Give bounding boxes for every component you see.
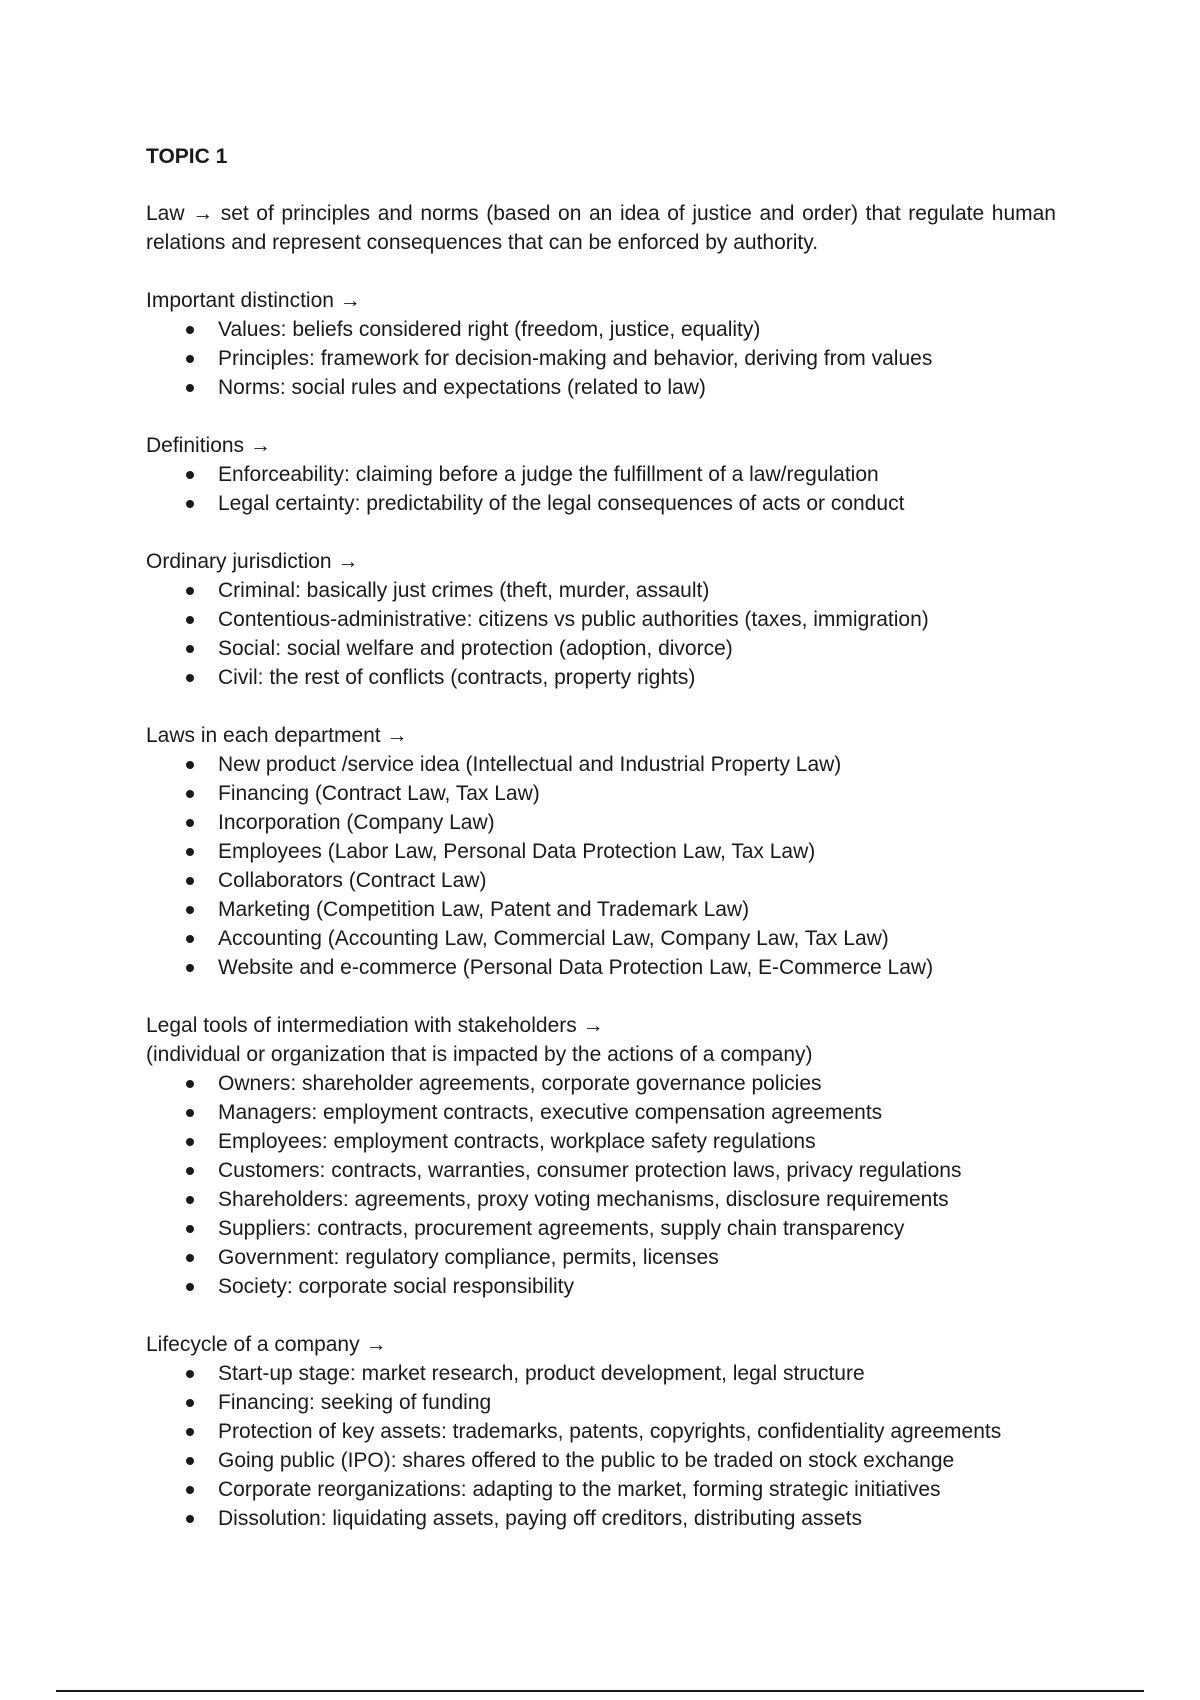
list-item [146,373,1056,402]
list-item [146,808,1056,837]
list-item-text: Collaborators (Contract Law) [218,869,487,892]
list-item-text: New product /service idea (Intellectual and Industrial Property Law) [218,753,842,776]
bullet-icon [186,384,194,392]
section-heading: Lifecycle of a company → [146,1333,387,1356]
list-item [146,344,1056,373]
bullet-list [146,460,1056,518]
section-definitions [146,431,1056,518]
list-item-text: Legal certainty: predictability of the legal consequences of acts or conduct [218,492,905,515]
list-item-text: Financing: seeking of funding [218,1391,492,1414]
bullet-icon [186,674,194,682]
list-item-text: Government: regulatory compliance, permits, licenses [218,1246,719,1269]
bullet-list [146,315,1056,402]
list-item [146,1417,1056,1446]
document-title: TOPIC 1 [146,145,228,168]
bullet-icon [186,1486,194,1494]
bullet-icon [186,1283,194,1291]
list-item-text: Norms: social rules and expectations (related to law) [218,376,706,399]
list-item-text: Shareholders: agreements, proxy voting mechanisms, disclosure requirements [218,1188,949,1211]
list-item [146,489,1056,518]
list-item-text: Financing (Contract Law, Tax Law) [218,782,540,805]
intro-paragraph: Law → set of principles and norms (based on an idea of justice and order) that regulate human relations and represent consequences that can be enforced by authority. [146,202,1056,254]
bullet-icon [186,935,194,943]
list-item [146,1388,1056,1417]
section-lifecycle [146,1330,1056,1533]
bullet-icon [186,1399,194,1407]
section-important-distinction [146,286,1056,402]
section-heading: Ordinary jurisdiction → [146,550,359,573]
list-item [146,1127,1056,1156]
bullet-list [146,576,1056,692]
list-item [146,1098,1056,1127]
list-item [146,605,1056,634]
list-item [146,866,1056,895]
bullet-icon [186,1515,194,1523]
list-item-text: Customers: contracts, warranties, consumer protection laws, privacy regulations [218,1159,962,1182]
list-item-text: Accounting (Accounting Law, Commercial Law, Company Law, Tax Law) [218,927,889,950]
list-item [146,1475,1056,1504]
bullet-icon [186,1370,194,1378]
list-item-text: Incorporation (Company Law) [218,811,495,834]
section-heading: Laws in each department → [146,724,408,747]
list-item [146,953,1056,982]
bullet-icon [186,471,194,479]
list-item [146,1243,1056,1272]
list-item [146,924,1056,953]
bullet-icon [186,500,194,508]
section-subheading: (individual or organization that is impacted by the actions of a company) [146,1043,813,1066]
bullet-list [146,1069,1056,1301]
bullet-icon [186,1080,194,1088]
list-item-text: Going public (IPO): shares offered to the public to be traded on stock exchange [218,1449,955,1472]
list-item [146,1359,1056,1388]
bullet-icon [186,906,194,914]
bullet-list [146,750,1056,982]
list-item [146,460,1056,489]
list-item-text: Civil: the rest of conflicts (contracts, property rights) [218,666,696,689]
section-heading: Definitions → [146,434,271,457]
bullet-list [146,1359,1056,1533]
list-item-text: Start-up stage: market research, product development, legal structure [218,1362,865,1385]
page-bottom-divider [56,1690,1144,1692]
list-item-text: Social: social welfare and protection (adoption, divorce) [218,637,733,660]
list-item [146,837,1056,866]
bullet-icon [186,587,194,595]
list-item-text: Marketing (Competition Law, Patent and Trademark Law) [218,898,750,921]
list-item [146,315,1056,344]
list-item-text: Contentious-administrative: citizens vs public authorities (taxes, immigration) [218,608,929,631]
list-item [146,1504,1056,1533]
section-laws-in-each-department [146,721,1056,982]
bullet-icon [186,645,194,653]
list-item-text: Website and e-commerce (Personal Data Protection Law, E-Commerce Law) [218,956,934,979]
list-item [146,1214,1056,1243]
section-heading: Legal tools of intermediation with stakeholders → [146,1014,604,1037]
bullet-icon [186,877,194,885]
list-item-text: Managers: employment contracts, executive compensation agreements [218,1101,883,1124]
section-ordinary-jurisdiction [146,547,1056,692]
list-item [146,1185,1056,1214]
bullet-icon [186,1428,194,1436]
bullet-icon [186,848,194,856]
list-item [146,1446,1056,1475]
bullet-icon [186,1196,194,1204]
list-item-text: Principles: framework for decision-making and behavior, deriving from values [218,347,933,370]
document-page [146,142,1056,1562]
list-item-text: Society: corporate social responsibility [218,1275,574,1298]
list-item-text: Corporate reorganizations: adapting to the market, forming strategic initiatives [218,1478,941,1501]
bullet-icon [186,819,194,827]
section-heading: Important distinction → [146,289,361,312]
list-item-text: Owners: shareholder agreements, corporate governance policies [218,1072,822,1095]
list-item [146,750,1056,779]
bullet-icon [186,326,194,334]
bullet-icon [186,1254,194,1262]
bullet-icon [186,964,194,972]
section-stakeholder-tools [146,1011,1056,1301]
list-item-text: Enforceability: claiming before a judge the fulfillment of a law/regulation [218,463,879,486]
list-item-text: Employees (Labor Law, Personal Data Protection Law, Tax Law) [218,840,816,863]
list-item [146,576,1056,605]
list-item [146,634,1056,663]
list-item [146,663,1056,692]
bullet-icon [186,355,194,363]
list-item-text: Protection of key assets: trademarks, patents, copyrights, confidentiality agreements [218,1420,1002,1443]
list-item [146,1272,1056,1301]
list-item-text: Suppliers: contracts, procurement agreements, supply chain transparency [218,1217,905,1240]
bullet-icon [186,1138,194,1146]
bullet-icon [186,761,194,769]
bullet-icon [186,1225,194,1233]
list-item [146,895,1056,924]
bullet-icon [186,616,194,624]
bullet-icon [186,790,194,798]
bullet-icon [186,1109,194,1117]
list-item [146,779,1056,808]
list-item-text: Dissolution: liquidating assets, paying off creditors, distributing assets [218,1507,862,1530]
list-item [146,1156,1056,1185]
list-item [146,1069,1056,1098]
list-item-text: Values: beliefs considered right (freedom, justice, equality) [218,318,761,341]
bullet-icon [186,1167,194,1175]
bullet-icon [186,1457,194,1465]
list-item-text: Criminal: basically just crimes (theft, murder, assault) [218,579,710,602]
list-item-text: Employees: employment contracts, workplace safety regulations [218,1130,816,1153]
